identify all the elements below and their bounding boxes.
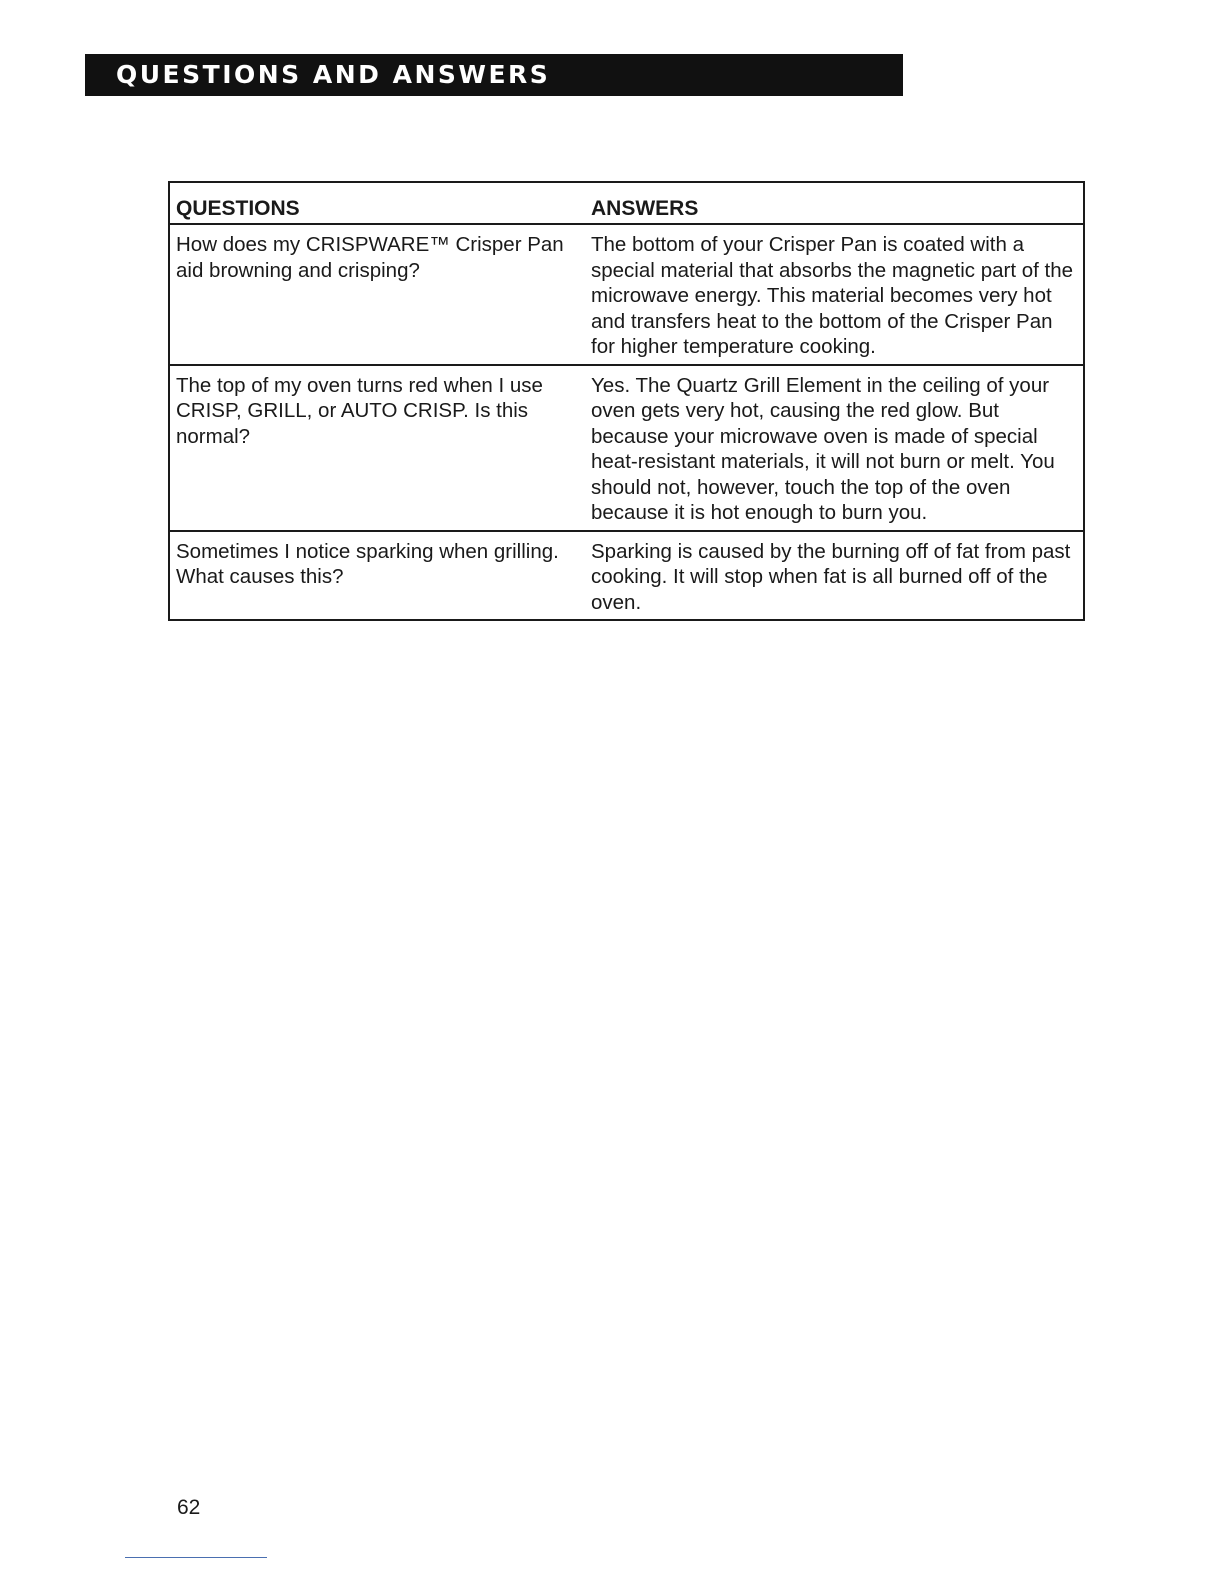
answer-cell: Yes. The Quartz Grill Element in the ceiling of your oven gets very hot, causing the red glow. But because your microwave oven is made of special heat-resistant materials, it will not burn or melt. You should not, however, touch the top of the oven because it is hot enough to burn you.: [581, 365, 1084, 531]
answer-cell: The bottom of your Crisper Pan is coated with a special material that absorbs the magnetic part of the microwave energy. This material becomes very hot and transfers heat to the bottom of the Crisper Pan for higher temperature cooking.: [581, 224, 1084, 365]
table-row: [169, 531, 1084, 621]
answers-header: ANSWERS: [581, 182, 1084, 224]
page-number: 62: [177, 1496, 201, 1519]
table-row: [169, 365, 1084, 531]
questions-header: QUESTIONS: [169, 182, 581, 224]
footer-divider: [125, 1557, 267, 1558]
section-header-bar: [85, 54, 903, 96]
question-cell: The top of my oven turns red when I use CRISP, GRILL, or AUTO CRISP. Is this normal?: [169, 365, 581, 531]
question-cell: Sometimes I notice sparking when grilling. What causes this?: [176, 539, 559, 588]
section-title: QUESTIONS AND ANSWERS: [116, 60, 551, 89]
qa-table: [168, 181, 1085, 621]
answer-cell: Sparking is caused by the burning off of fat from past cooking. It will stop when fat is all burned off of the oven.: [591, 539, 1071, 614]
table-header-row: [169, 182, 1084, 224]
question-cell: How does my CRISPWARE™ Crisper Pan aid browning and crisping?: [169, 224, 581, 365]
table-row: [169, 224, 1084, 365]
